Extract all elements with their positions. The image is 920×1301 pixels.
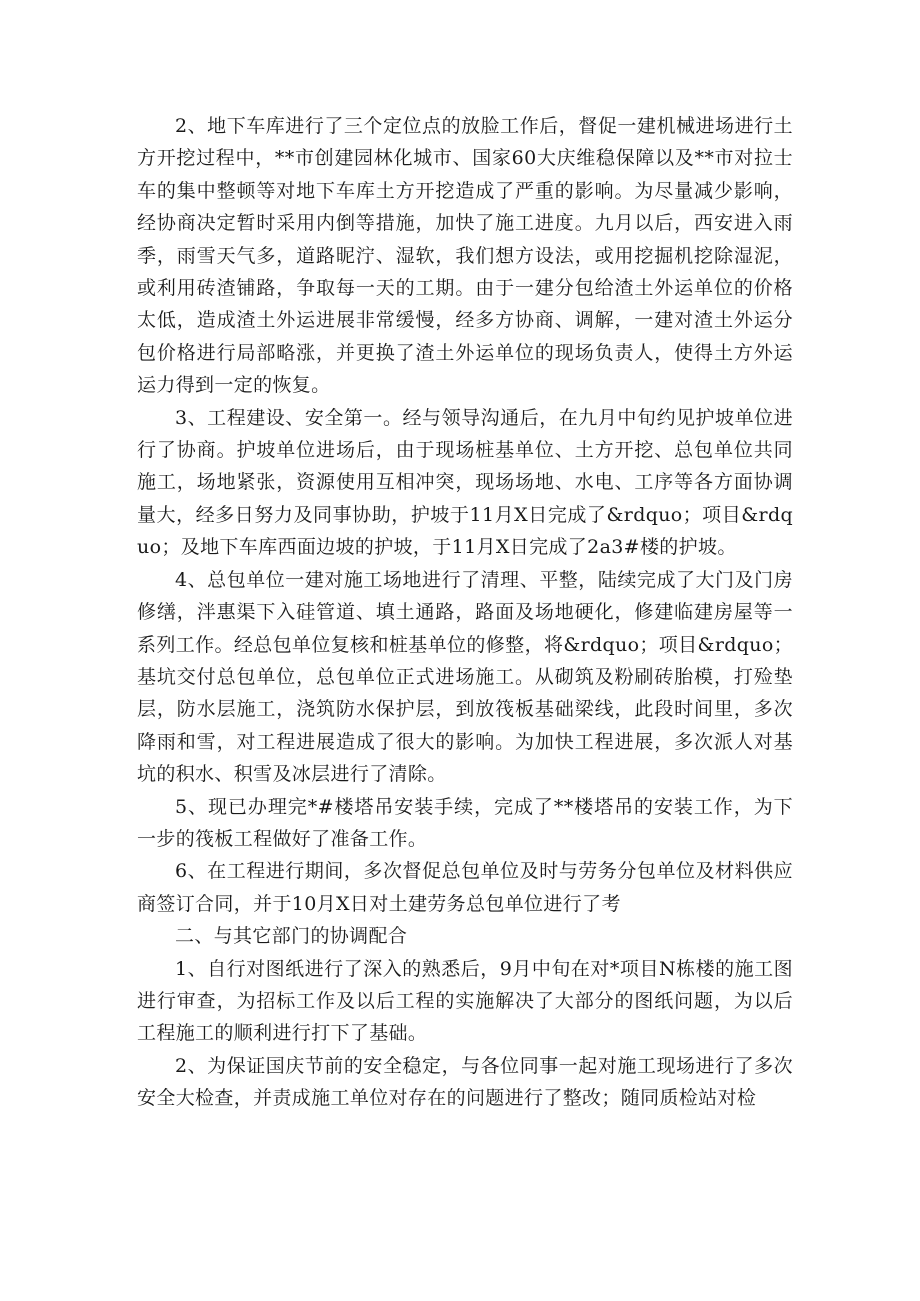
paragraph-site-preparation: 4、总包单位一建对施工场地进行了清理、平整，陆续完成了大门及门房修缮，泮惠渠下入硅管道、填土通路，路面及场地硬化，修建临建房屋等一系列工作。经总包单位复核和桩基单位的修整，将&rdquo；项目&rdquo；基坑交付总包单位，总包单位正式进场施工。从砌筑及粉刷砖胎模，打殓垫层，防水层施工，浇筑防水保护层，到放筏板基础梁线，此段时间里，多次降雨和雪，对工程进展造成了很大的影响。为加快工程进展，多次派人对基坑的积水、积雪及冰层进行了清除。 [137, 568, 793, 786]
paragraph-drawing-review: 1、自行对图纸进行了深入的熟悉后，9月中旬在对*项目N栋楼的施工图进行审查，为招标工作及以后工程的实施解决了大部分的图纸问题，为以后工程施工的顺利进行打下了基础。 [137, 957, 793, 1045]
paragraph-garage-excavation: 2、地下车库进行了三个定位点的放脸工作后，督促一建机械进场进行土方开挖过程中，**市创建园林化城市、国家60大庆维稳保障以及**市对拉士车的集中整顿等对地下车库土方开挖造成了严重的影响。为尽量减少影响，经协商决定暂时采用内倒等措施，加快了施工进度。九月以后，西安进入雨季，雨雪天气多，道路昵泞、湿软，我们想方设法，或用挖掘机挖除湿泥，或利用砖渣铺路，争取每一天的工期。由于一建分包给渣土外运单位的价格太低，造成渣土外运进展非常缓慢，经多方协商、调解，一建对渣土外运分包价格进行局部略涨，并更换了渣土外运单位的现场负责人，使得土方外运运力得到一定的恢复。 [137, 115, 793, 397]
section-heading-coordination: 二、与其它部门的协调配合 [175, 925, 408, 948]
document-body [137, 110, 793, 1115]
paragraph-contracts: 6、在工程进行期间，多次督促总包单位及时与劳务分包单位及材料供应商签订合同，并于10月X日对土建劳务总包单位进行了考 [137, 860, 793, 915]
paragraph-slope-protection: 3、工程建设、安全第一。经与领导沟通后，在九月中旬约见护坡单位进行了协商。护坡单位进场后，由于现场桩基单位、土方开挖、总包单位共同施工，场地紧张，资源使用互相冲突，现场场地、水电、工序等各方面协调量大，经多日努力及同事协助，护坡于11月X日完成了&rdquo；项目&rdquo；及地下车库西面边坡的护坡，于11月X日完成了2a3#楼的护坡。 [137, 406, 793, 559]
paragraph-tower-crane: 5、现已办理完*#楼塔吊安装手续，完成了**楼塔吊的安装工作，为下一步的筏板工程做好了准备工作。 [137, 795, 793, 850]
paragraph-safety-inspection: 2、为保证国庆节前的安全稳定，与各位同事一起对施工现场进行了多次安全大检查，并责成施工单位对存在的问题进行了整改；随同质检站对检 [137, 1054, 793, 1110]
